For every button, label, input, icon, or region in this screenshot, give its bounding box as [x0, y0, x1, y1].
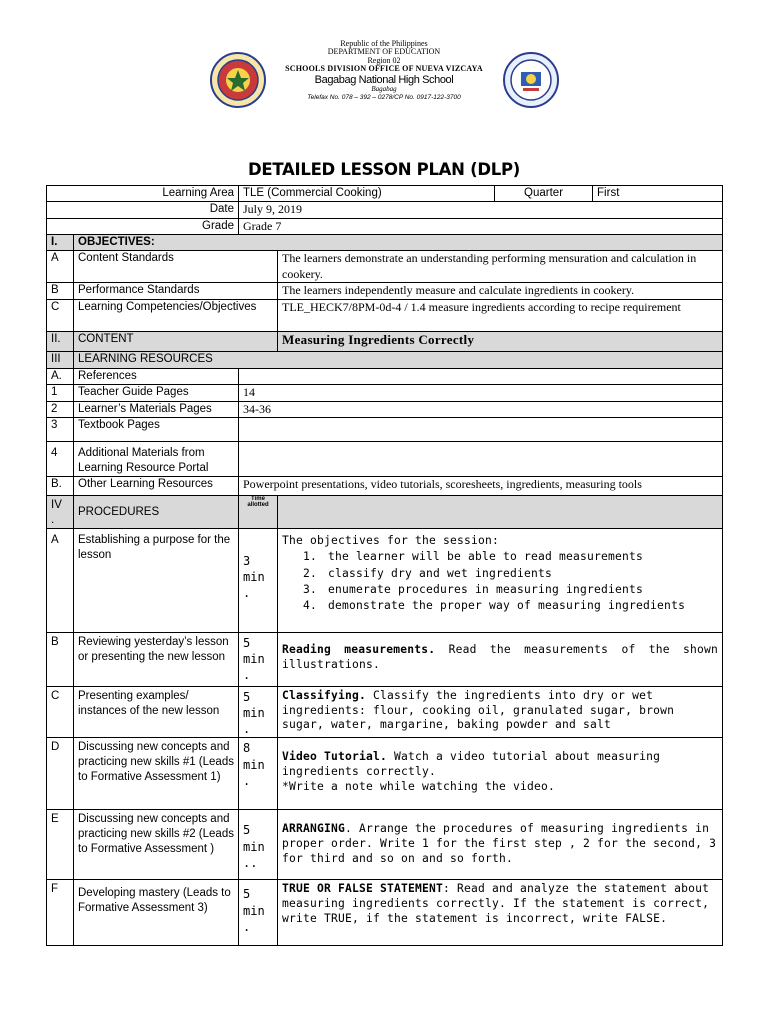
objective-value: The learners demonstrate an understanding performing mensuration and calculation in cookery.	[278, 251, 723, 283]
objectives-num: I.	[47, 235, 74, 251]
list-item: 2. classify dry and wet ingredients	[324, 566, 718, 582]
lesson-plan-table	[46, 185, 723, 946]
learning-area-row	[47, 186, 723, 202]
objective-letter: A	[47, 251, 74, 283]
procedure-letter: A	[47, 528, 74, 632]
objective-row	[47, 299, 723, 331]
list-item: 3. enumerate procedures in measuring ingredients	[324, 582, 718, 598]
resource-value	[239, 442, 723, 477]
resource-letter: A.	[47, 368, 74, 384]
content-label: CONTENT	[74, 331, 278, 351]
objectives-heading-row	[47, 235, 723, 251]
objective-label: Content Standards	[74, 251, 278, 283]
resource-row	[47, 442, 723, 477]
school-name: Bagabag National High School	[314, 73, 454, 86]
resources-heading: LEARNING RESOURCES	[74, 351, 723, 368]
procedure-letter: B	[47, 632, 74, 686]
resource-value: 14	[239, 384, 723, 401]
objectives-heading: OBJECTIVES:	[74, 235, 723, 251]
learning-area-label: Learning Area	[47, 186, 239, 202]
resource-value	[239, 418, 723, 442]
quarter-value: First	[593, 186, 723, 202]
resource-label: Teacher Guide Pages	[74, 384, 239, 401]
objective-value: TLE_HECK7/8PM-0d-4 / 1.4 measure ingredients according to recipe requirement	[278, 299, 723, 331]
division-line: SCHOOLS DIVISION OFFICE OF NUEVA VIZCAYA	[285, 64, 483, 74]
activity-text: . Arrange the procedures of measuring ingredients in proper order. Write 1 for the first step , 2 for the second, 3 for third and so on and so forth.	[282, 822, 717, 865]
objective-label: Performance Standards	[74, 283, 278, 300]
list-item: 1. the learner will be able to read measurements	[324, 549, 718, 565]
quarter-label: Quarter	[495, 186, 593, 202]
procedure-time: 5 min .	[239, 686, 278, 738]
resource-letter: 1	[47, 384, 74, 401]
resource-value	[239, 368, 723, 384]
procedures-num: IV .	[47, 496, 74, 529]
procedure-label: Presenting examples/ instances of the new lesson	[74, 686, 239, 738]
content-row	[47, 331, 723, 351]
procedures-heading-row	[47, 496, 723, 529]
procedure-time: 5 min ..	[239, 810, 278, 880]
resource-row	[47, 418, 723, 442]
grade-row	[47, 218, 723, 235]
activity-title: TRUE OR FALSE STATEMENT	[282, 882, 444, 896]
resource-value: Powerpoint presentations, video tutorials, scoresheets, ingredients, measuring tools	[239, 477, 723, 496]
objective-letter: C	[47, 299, 74, 331]
resource-label: Textbook Pages	[74, 418, 239, 442]
activity-title: Classifying.	[282, 688, 367, 702]
procedure-letter: C	[47, 686, 74, 738]
procedure-label: Discussing new concepts and practicing new skills #1 (Leads to Formative Assessment 1)	[74, 738, 239, 810]
procedure-letter: D	[47, 738, 74, 810]
procedure-activity	[278, 880, 723, 946]
resource-letter: 4	[47, 442, 74, 477]
department-line: DEPARTMENT OF EDUCATION	[327, 47, 441, 57]
learning-area-value: TLE (Commercial Cooking)	[239, 186, 495, 202]
activity-text: : Read and analyze the statement about measuring ingredients correctly. If the statement is correct, write TRUE, if the statement is incorrect, write FALSE.	[282, 882, 710, 925]
resources-heading-row	[47, 351, 723, 368]
activity-title: Reading measurements.	[282, 642, 436, 656]
procedure-label: Developing mastery (Leads to Formative Assessment 3)	[74, 880, 239, 946]
page-title: DETAILED LESSON PLAN (DLP)	[248, 160, 520, 179]
resource-row	[47, 477, 723, 496]
resource-row	[47, 401, 723, 418]
objectives-intro: The objectives for the session:	[282, 533, 500, 547]
grade-label: Grade	[47, 218, 239, 235]
resource-letter: 2	[47, 401, 74, 418]
procedure-row	[47, 528, 723, 632]
procedure-label: Discussing new concepts and practicing new skills #2 (Leads to Formative Assessment )	[74, 810, 239, 880]
procedure-label: Reviewing yesterday’s lesson or presenting the new lesson	[74, 632, 239, 686]
region-line: Region 02	[367, 55, 401, 65]
procedure-activity	[278, 632, 723, 686]
procedure-time: 3 min .	[239, 528, 278, 632]
objective-letter: B	[47, 283, 74, 300]
date-row	[47, 202, 723, 219]
resource-row	[47, 368, 723, 384]
session-objectives-list	[282, 549, 718, 615]
school-location: Bagabag	[371, 85, 397, 94]
activity-text: Watch a video tutorial about measuring ingredients correctly. *Write a note while watching the video.	[282, 750, 661, 793]
resource-label: Additional Materials from Learning Resource Portal	[74, 442, 239, 477]
procedure-row	[47, 632, 723, 686]
procedure-letter: E	[47, 810, 74, 880]
date-value: July 9, 2019	[239, 202, 723, 219]
activity-text: Read the measurements of the shown illustrations.	[282, 642, 719, 671]
procedure-time: 5 min .	[239, 632, 278, 686]
procedure-activity	[278, 528, 723, 632]
procedure-activity	[278, 810, 723, 880]
objective-value: The learners independently measure and calculate ingredients in cookery.	[278, 283, 723, 300]
resources-num: III	[47, 351, 74, 368]
content-num: II.	[47, 331, 74, 351]
resource-row	[47, 384, 723, 401]
procedure-row	[47, 686, 723, 738]
procedure-row	[47, 810, 723, 880]
objective-row	[47, 283, 723, 300]
procedure-row	[47, 880, 723, 946]
republic-line: Republic of the Philippines	[340, 39, 428, 48]
time-allotted-header: Time allotted	[239, 496, 278, 529]
objective-label: Learning Competencies/Objectives	[74, 299, 278, 331]
procedure-activity	[278, 738, 723, 810]
procedure-time: 8 min .	[239, 738, 278, 810]
grade-value: Grade 7	[239, 218, 723, 235]
procedures-heading: PROCEDURES	[74, 496, 239, 529]
procedure-label: Establishing a purpose for the lesson	[74, 528, 239, 632]
procedure-row	[47, 738, 723, 810]
activity-title: Video Tutorial.	[282, 750, 388, 764]
procedure-activity	[278, 686, 723, 738]
resource-letter: B.	[47, 477, 74, 496]
activity-text: Classify the ingredients into dry or wet ingredients: flour, cooking oil, granulated sugar, brown sugar, water, margarine, baking powder and salt	[282, 688, 675, 732]
date-label: Date	[47, 202, 239, 219]
resource-value: 34-36	[239, 401, 723, 418]
activity-title: ARRANGING	[282, 822, 346, 836]
content-value: Measuring Ingredients Correctly	[278, 331, 723, 351]
resource-label: Learner’s Materials Pages	[74, 401, 239, 418]
contact-line: Telefax No. 078 – 392 – 0278/CP No. 0917-122-3700	[307, 94, 461, 102]
procedure-time: 5 min .	[239, 880, 278, 946]
resource-letter: 3	[47, 418, 74, 442]
procedure-letter: F	[47, 880, 74, 946]
objective-row	[47, 251, 723, 283]
resource-label: Other Learning Resources	[74, 477, 239, 496]
letterhead	[0, 40, 768, 102]
resource-label: References	[74, 368, 239, 384]
list-item: 4. demonstrate the proper way of measuring ingredients	[324, 598, 718, 614]
